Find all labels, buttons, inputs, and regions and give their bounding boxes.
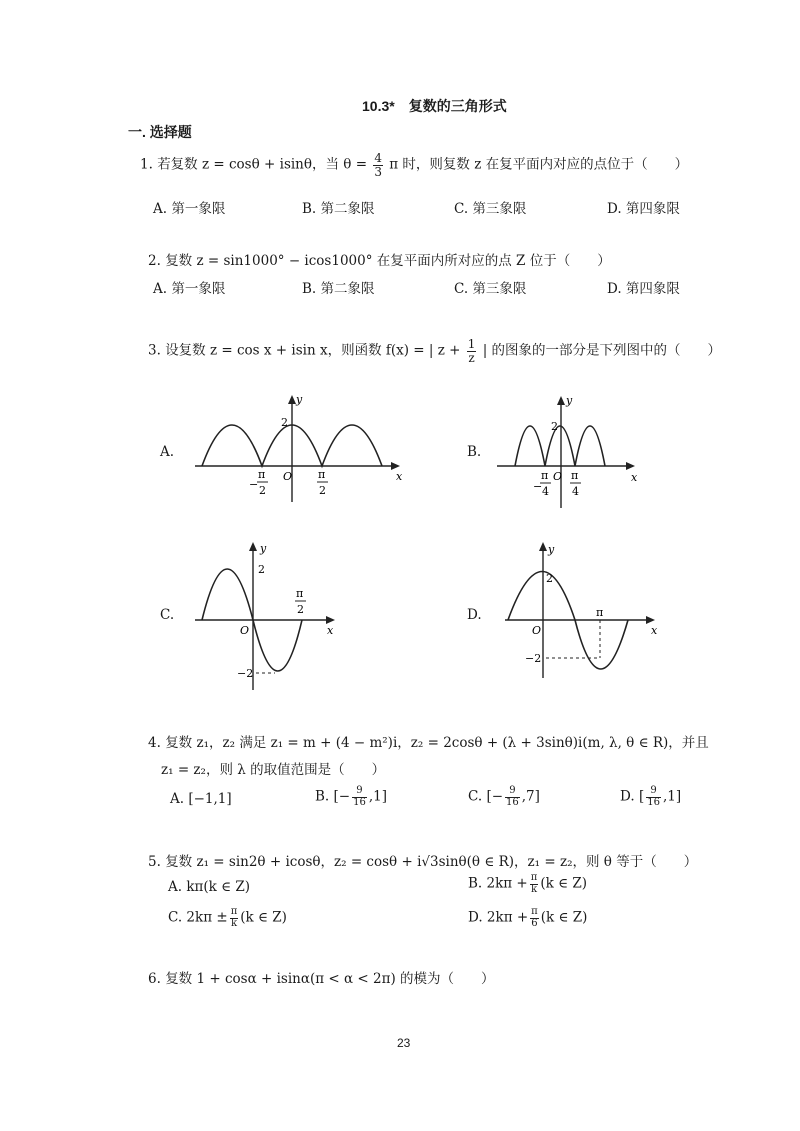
tick-label-neg2: −2 <box>237 667 254 680</box>
option-b[interactable]: B. 第二象限 <box>302 281 375 297</box>
fraction <box>530 873 539 895</box>
y-label: y <box>296 393 303 406</box>
option-c[interactable]: C. 第三象限 <box>454 281 527 297</box>
tick-pi: π <box>571 469 579 482</box>
fraction <box>646 786 661 808</box>
option-text: (k ∈ Z) <box>540 875 587 892</box>
y-axis-arrow <box>557 396 565 405</box>
question-number: 5. <box>148 854 161 870</box>
y-label: y <box>566 394 573 407</box>
denominator: 6 <box>531 917 538 929</box>
y-label: y <box>548 543 555 556</box>
x-axis-arrow <box>391 462 400 470</box>
bracket: ,7] <box>521 788 540 805</box>
graph-label-b[interactable]: B. <box>467 444 482 460</box>
graph-label-d[interactable]: D. <box>467 607 482 623</box>
denominator: k <box>230 917 237 929</box>
question-number: 6. <box>148 971 161 987</box>
denominator: 16 <box>506 796 519 808</box>
graph-label-c[interactable]: C. <box>160 607 175 623</box>
y-axis-arrow <box>539 542 547 551</box>
fraction <box>467 338 477 364</box>
bracket: [− <box>486 788 504 805</box>
option-c[interactable] <box>468 786 540 808</box>
page-title: 10.3* 复数的三角形式 <box>362 98 507 114</box>
graph-label-a[interactable]: A. <box>160 444 175 460</box>
question-5 <box>148 850 697 870</box>
question-text: 复数 z = sin1000° − icos1000° 在复平面内所对应的点 Z 位于（ ） <box>165 253 611 269</box>
denominator: 16 <box>647 796 660 808</box>
denominator: z <box>468 350 475 365</box>
minus-sign: − <box>249 478 259 491</box>
graph-c <box>190 538 350 698</box>
option-a[interactable]: A. 第一象限 <box>153 281 226 297</box>
y-axis-arrow <box>249 542 257 551</box>
option-b[interactable] <box>315 786 387 808</box>
minus-sign: − <box>533 480 543 493</box>
option-d[interactable] <box>468 907 587 929</box>
fraction <box>530 907 539 929</box>
bracket: ,1] <box>662 788 682 805</box>
option-d[interactable] <box>620 786 681 808</box>
tick-pi: π <box>318 468 326 481</box>
x-label: x <box>631 471 638 484</box>
origin-label: O <box>553 470 563 483</box>
denominator: k <box>531 883 538 895</box>
y-axis-arrow <box>288 395 296 404</box>
option-c[interactable] <box>168 907 287 929</box>
origin-label: O <box>283 470 293 483</box>
option-d[interactable]: D. 第四象限 <box>607 281 680 297</box>
origin-label: O <box>240 624 250 637</box>
tick-label-2: 2 <box>281 416 288 429</box>
page-number: 23 <box>397 1036 411 1050</box>
bracket: ,1] <box>368 788 387 805</box>
fraction <box>373 152 383 178</box>
tick-den: 2 <box>259 484 266 497</box>
option-c[interactable]: C. 第三象限 <box>454 201 527 217</box>
tick-pi: π <box>541 469 549 482</box>
question-text: 复数 1 + cosα + isinα(π < α < 2π) 的模为（ ） <box>165 971 495 987</box>
fraction <box>505 786 520 808</box>
question-text: | 的图象的一部分是下列图中的（ ） <box>482 342 722 359</box>
tick-label-neg2: −2 <box>525 652 542 665</box>
numerator: 1 <box>467 337 476 351</box>
question-4 <box>148 731 709 751</box>
numerator: 9 <box>352 786 367 798</box>
tick-den: 2 <box>297 603 304 616</box>
option-text: C. 2kπ ± <box>168 909 228 926</box>
question-2 <box>148 249 611 269</box>
origin-label: O <box>532 624 542 637</box>
tick-den: 2 <box>319 484 326 497</box>
question-number: 1. <box>140 156 153 173</box>
question-number: 3. <box>148 342 161 359</box>
graph-b <box>495 390 645 515</box>
option-a[interactable]: A. 第一象限 <box>153 201 226 217</box>
numerator: 9 <box>646 786 661 798</box>
numerator: π <box>230 906 238 917</box>
fraction <box>230 907 239 929</box>
option-text: D. 2kπ + <box>468 909 529 926</box>
question-number: 2. <box>148 253 161 269</box>
tick-label-2: 2 <box>546 572 553 585</box>
option-b[interactable] <box>468 873 587 895</box>
bracket: [− <box>333 788 351 805</box>
denominator: 3 <box>374 164 382 179</box>
option-text: (k ∈ Z) <box>240 909 287 926</box>
option-letter: B. <box>315 788 330 805</box>
question-text: 若复数 z = cosθ + isinθ，当 θ = <box>157 156 368 173</box>
question-6 <box>148 967 495 987</box>
x-label: x <box>396 470 403 483</box>
question-3 <box>148 338 721 364</box>
y-label: y <box>260 542 267 555</box>
x-axis-arrow <box>646 616 655 624</box>
option-text: (k ∈ Z) <box>540 909 588 926</box>
question-number: 4. <box>148 735 161 751</box>
numerator: π <box>530 872 538 883</box>
curve <box>515 426 605 466</box>
tick-label-2: 2 <box>258 563 265 576</box>
numerator: 9 <box>505 786 520 798</box>
x-label: x <box>651 624 658 637</box>
graph-d <box>500 538 670 688</box>
fraction <box>352 786 367 808</box>
question-text: 复数 z₁，z₂ 满足 z₁ = m + (4 − m²)i，z₂ = 2cosθ + (λ + 3sinθ)i(m, λ, θ ∈ R)，并且 <box>165 735 709 751</box>
x-axis-arrow <box>626 462 635 470</box>
tick-den: 4 <box>572 485 579 498</box>
option-letter: C. <box>468 788 483 805</box>
numerator: π <box>531 906 538 917</box>
question-1 <box>140 152 688 178</box>
graph-a <box>190 390 410 510</box>
option-b[interactable]: B. 第二象限 <box>302 201 375 217</box>
option-text: B. 2kπ + <box>468 875 528 892</box>
denominator: 16 <box>353 796 366 808</box>
bracket: [ <box>638 788 645 805</box>
tick-pi: π <box>296 587 304 600</box>
option-a[interactable]: A. [−1,1] <box>170 791 232 807</box>
numerator: 4 <box>374 151 382 165</box>
tick-pi: π <box>258 468 266 481</box>
option-letter: D. <box>620 788 635 805</box>
question-text: π 时，则复数 z 在复平面内对应的点位于（ ） <box>389 156 689 173</box>
tick-pi: π <box>596 606 604 619</box>
tick-den: 4 <box>542 485 549 498</box>
option-d[interactable]: D. 第四象限 <box>607 201 680 217</box>
section-heading: 一. 选择题 <box>128 124 192 140</box>
question-4-line2: z₁ = z₂，则 λ 的取值范围是（ ） <box>161 762 386 778</box>
tick-label-2: 2 <box>551 420 558 433</box>
question-text: 设复数 z = cos x + isin x，则函数 f(x) = | z + <box>165 342 461 359</box>
x-axis-arrow <box>326 616 335 624</box>
option-a[interactable]: A. kπ(k ∈ Z) <box>168 879 251 895</box>
x-label: x <box>327 624 334 637</box>
question-text: 复数 z₁ = sin2θ + icosθ，z₂ = cosθ + i√3sinθ(θ ∈ R)，z₁ = z₂，则 θ 等于（ ） <box>165 854 698 870</box>
